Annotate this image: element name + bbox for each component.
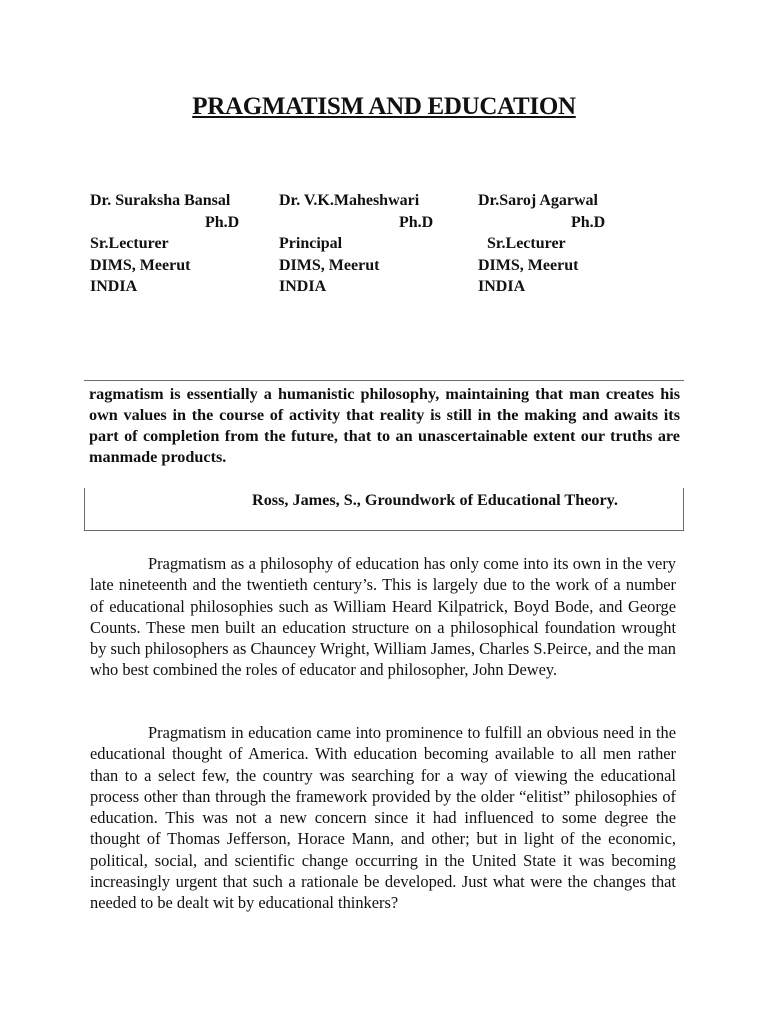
author-name: Dr. Suraksha Bansal: [90, 192, 231, 209]
author-3: [478, 190, 605, 298]
author-institution: DIMS, Meerut: [90, 256, 191, 274]
paragraph-text: Pragmatism as a philosophy of education has only come into its own in the very late nineteenth and the twentieth century’s. This is largely due to the work of a number of educational philosophies such as William Heard Kilpatrick, Boyd Bode, and George Counts. These men built an education structure on a philosophical foundation wrought by such philosophers as Chauncey Wright, William James, Charles S.Peirce, and the man who best combined the roles of educator and philosopher, John Dewey.: [90, 554, 676, 680]
author-degree: Ph.D: [205, 213, 240, 231]
author-name: Dr.Saroj Agarwal: [478, 192, 598, 209]
author-institution: DIMS, Meerut: [478, 256, 579, 274]
author-role: Principal: [279, 235, 343, 252]
epigraph-top-rule: [84, 380, 684, 381]
author-degree: Ph.D: [571, 213, 606, 231]
author-country: INDIA: [478, 278, 526, 295]
author-2: [279, 190, 433, 298]
epigraph-citation: Ross, James, S., Groundwork of Educational Theory.: [252, 491, 618, 509]
author-degree: Ph.D: [399, 213, 434, 231]
author-country: INDIA: [279, 278, 327, 295]
author-role: Sr.Lecturer: [90, 235, 169, 252]
author-role: Sr.Lecturer: [487, 235, 566, 252]
epigraph-text: ragmatism is essentially a humanistic philosophy, maintaining that man creates his own values in the course of activity that reality is still in the making and awaits its part of completion from the future, that to an unascertainable extent our truths are manmade products.: [89, 385, 680, 466]
author-name: Dr. V.K.Maheshwari: [279, 192, 420, 209]
paragraph-text: Pragmatism in education came into prominence to fulfill an obvious need in the educational thought of America. With education becoming available to all men rather than to a select few, the country was searching for a way of viewing the educational process other than through the framework provided by the older “elitist” philosophies of education. This was not a new concern since it had influenced to some degree the thought of Thomas Jefferson, Horace Mann, and other; but in light of the economic, political, social, and scientific change occurring in the United State it was becoming increasingly urgent that such a rationale be developed. Just what were the changes that needed to be dealt wit by educational thinkers?: [90, 723, 676, 913]
author-1: [90, 190, 239, 298]
body-paragraph-2: [90, 722, 676, 914]
author-institution: DIMS, Meerut: [279, 256, 380, 274]
page-title: PRAGMATISM AND EDUCATION: [192, 93, 576, 120]
body-paragraph-1: [90, 553, 676, 681]
epigraph-box: [84, 380, 684, 530]
author-country: INDIA: [90, 278, 138, 295]
